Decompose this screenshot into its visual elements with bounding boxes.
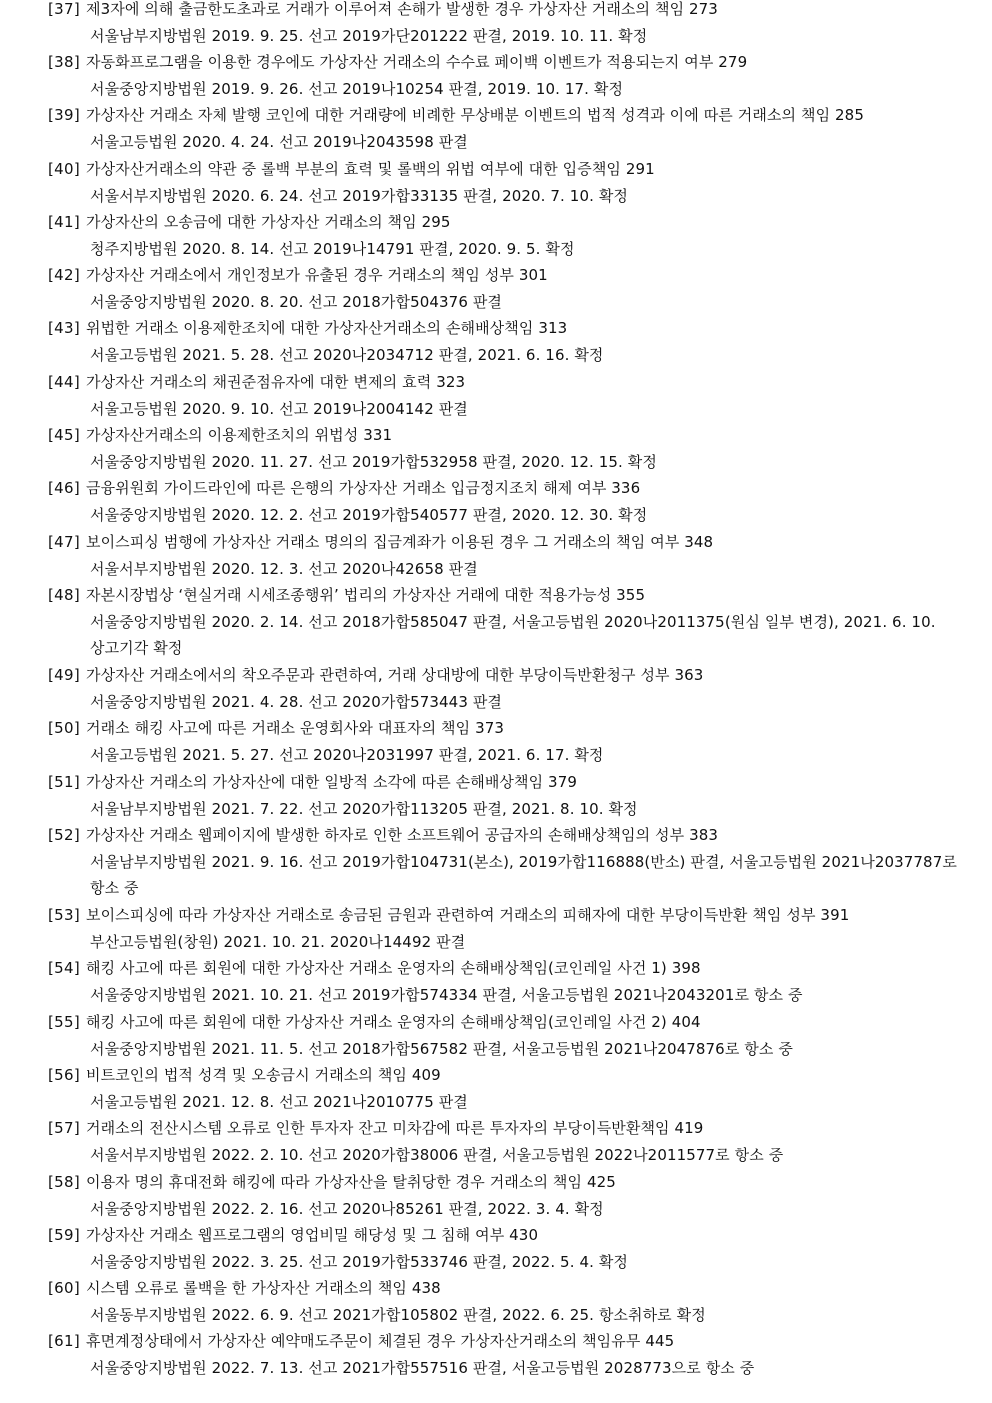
entry-citation: 서울고등법원 2020. 4. 24. 선고 2019나2043598 판결 xyxy=(90,132,468,151)
entry-title: 휴면계정상태에서 가상자산 예약매도주문이 체결된 경우 가상자산거래소의 책임유무 445 xyxy=(86,1332,675,1350)
entry-title: 시스템 오류로 롤백을 한 가상자산 거래소의 책임 438 xyxy=(86,1279,441,1297)
entry-title-line xyxy=(48,1062,958,1089)
toc-entry-42 xyxy=(48,262,958,315)
toc-entry-53 xyxy=(48,902,958,955)
entry-title: 거래소 해킹 사고에 따른 거래소 운영회사와 대표자의 책임 373 xyxy=(86,719,505,737)
entry-title: 가상자산 거래소의 채권준점유자에 대한 변제의 효력 323 xyxy=(86,373,466,391)
entry-citation: 서울고등법원 2021. 5. 28. 선고 2020나2034712 판결, 2021. 6. 16. 확정 xyxy=(90,345,604,364)
toc-entry-61 xyxy=(48,1328,958,1381)
entry-title: 해킹 사고에 따른 회원에 대한 가상자산 거래소 운영자의 손해배상책임(코인레일 사건 2) 404 xyxy=(86,1013,701,1031)
entry-title-line xyxy=(48,715,958,742)
toc-entry-47 xyxy=(48,529,958,582)
entry-citation: 서울서부지방법원 2020. 6. 24. 선고 2019가합33135 판결, 2020. 7. 10. 확정 xyxy=(90,186,628,205)
toc-entry-52 xyxy=(48,822,958,902)
toc-entry-54 xyxy=(48,955,958,1008)
entry-number: [37] xyxy=(48,0,80,18)
entry-number: [56] xyxy=(48,1066,80,1084)
entry-citation: 서울중앙지방법원 2022. 7. 13. 선고 2021가합557516 판결, 서울고등법원 2028773으로 항소 중 xyxy=(90,1358,755,1377)
entry-title-line xyxy=(48,0,958,23)
entry-citation: 청주지방법원 2020. 8. 14. 선고 2019나14791 판결, 2020. 9. 5. 확정 xyxy=(90,239,575,258)
toc-entry-45 xyxy=(48,422,958,475)
entry-title-line xyxy=(48,529,958,556)
entry-title-line xyxy=(48,262,958,289)
entry-number: [49] xyxy=(48,666,80,684)
entry-number: [39] xyxy=(48,106,80,124)
entry-title: 보이스피싱 범행에 가상자산 거래소 명의의 집금계좌가 이용된 경우 그 거래소의 책임 여부 348 xyxy=(86,533,714,551)
entry-citation: 서울동부지방법원 2022. 6. 9. 선고 2021가합105802 판결, 2022. 6. 25. 항소취하로 확정 xyxy=(90,1305,706,1324)
entry-title: 이용자 명의 휴대전화 해킹에 따라 가상자산을 탈취당한 경우 거래소의 책임 425 xyxy=(86,1173,616,1191)
entry-title-line xyxy=(48,1169,958,1196)
entry-number: [58] xyxy=(48,1173,80,1191)
entry-title-line xyxy=(48,582,958,609)
entry-number: [54] xyxy=(48,959,80,977)
entry-number: [43] xyxy=(48,319,80,337)
entry-title: 가상자산 거래소에서 개인정보가 유출된 경우 거래소의 책임 성부 301 xyxy=(86,266,548,284)
entry-citation: 서울중앙지방법원 2020. 12. 2. 선고 2019가합540577 판결, 2020. 12. 30. 확정 xyxy=(90,505,648,524)
entry-title: 보이스피싱에 따라 가상자산 거래소로 송금된 금원과 관련하여 거래소의 피해자에 대한 부당이득반환 책임 성부 391 xyxy=(86,906,850,924)
entry-title: 위법한 거래소 이용제한조치에 대한 가상자산거래소의 손해배상책임 313 xyxy=(86,319,568,337)
entry-title-line xyxy=(48,315,958,342)
entry-citation: 서울고등법원 2020. 9. 10. 선고 2019나2004142 판결 xyxy=(90,399,468,418)
entry-title: 자동화프로그램을 이용한 경우에도 가상자산 거래소의 수수료 페이백 이벤트가 적용되는지 여부 279 xyxy=(86,53,748,71)
entry-title-line xyxy=(48,1009,958,1036)
entry-title-line xyxy=(48,1115,958,1142)
entry-number: [50] xyxy=(48,719,80,737)
toc-entry-55 xyxy=(48,1009,958,1062)
entry-number: [47] xyxy=(48,533,80,551)
entry-number: [61] xyxy=(48,1332,80,1350)
toc-entry-37 xyxy=(48,0,958,49)
entry-number: [44] xyxy=(48,373,80,391)
entry-title: 거래소의 전산시스템 오류로 인한 투자자 잔고 미차감에 따른 투자자의 부당이득반환책임 419 xyxy=(86,1119,704,1137)
entry-title-line xyxy=(48,902,958,929)
entry-citation: 서울중앙지방법원 2022. 2. 16. 선고 2020나85261 판결, 2022. 3. 4. 확정 xyxy=(90,1199,604,1218)
entry-citation: 서울남부지방법원 2019. 9. 25. 선고 2019가단201222 판결, 2019. 10. 11. 확정 xyxy=(90,26,648,45)
entry-citation: 서울중앙지방법원 2020. 2. 14. 선고 2018가합585047 판결, 서울고등법원 2020나2011375(원심 일부 변경), 2021. 6. 10. 상고기각 확정 xyxy=(90,612,936,658)
entry-citation: 서울서부지방법원 2022. 2. 10. 선고 2020가합38006 판결, 서울고등법원 2022나2011577로 항소 중 xyxy=(90,1145,784,1164)
entry-citation: 서울고등법원 2021. 5. 27. 선고 2020나2031997 판결, 2021. 6. 17. 확정 xyxy=(90,745,604,764)
entry-title: 가상자산 거래소 자체 발행 코인에 대한 거래량에 비례한 무상배분 이벤트의 법적 성격과 이에 따른 거래소의 책임 285 xyxy=(86,106,864,124)
entry-citation: 서울중앙지방법원 2021. 10. 21. 선고 2019가합574334 판결, 서울고등법원 2021나2043201로 항소 중 xyxy=(90,985,803,1004)
toc-entry-44 xyxy=(48,369,958,422)
entry-citation: 서울중앙지방법원 2020. 11. 27. 선고 2019가합532958 판결, 2020. 12. 15. 확정 xyxy=(90,452,657,471)
entry-title-line xyxy=(48,209,958,236)
entry-citation: 서울중앙지방법원 2020. 8. 20. 선고 2018가합504376 판결 xyxy=(90,292,503,311)
entry-title-line xyxy=(48,955,958,982)
entry-title-line xyxy=(48,1222,958,1249)
toc-entry-60 xyxy=(48,1275,958,1328)
entry-title: 가상자산거래소의 이용제한조치의 위법성 331 xyxy=(86,426,393,444)
entry-title-line xyxy=(48,475,958,502)
entry-number: [53] xyxy=(48,906,80,924)
toc-entry-46 xyxy=(48,475,958,528)
entry-citation: 서울서부지방법원 2020. 12. 3. 선고 2020나42658 판결 xyxy=(90,559,478,578)
entry-number: [45] xyxy=(48,426,80,444)
entry-citation: 서울남부지방법원 2021. 9. 16. 선고 2019가합104731(본소), 2019가합116888(반소) 판결, 서울고등법원 2021나2037787로 항소 중 xyxy=(90,852,957,898)
entry-title: 자본시장법상 ‘현실거래 시세조종행위’ 법리의 가상자산 거래에 대한 적용가능성 355 xyxy=(86,586,646,604)
entry-title: 비트코인의 법적 성격 및 오송금시 거래소의 책임 409 xyxy=(86,1066,441,1084)
entry-number: [41] xyxy=(48,213,80,231)
entry-title: 가상자산 거래소 웹프로그램의 영업비밀 해당성 및 그 침해 여부 430 xyxy=(86,1226,539,1244)
entry-title: 가상자산거래소의 약관 중 롤백 부분의 효력 및 롤백의 위법 여부에 대한 입증책임 291 xyxy=(86,160,655,178)
entry-title-line xyxy=(48,49,958,76)
entry-title: 가상자산 거래소의 가상자산에 대한 일방적 소각에 따른 손해배상책임 379 xyxy=(86,773,577,791)
entry-title-line xyxy=(48,1328,958,1355)
entry-citation: 서울중앙지방법원 2021. 11. 5. 선고 2018가합567582 판결, 서울고등법원 2021나2047876로 항소 중 xyxy=(90,1039,793,1058)
entry-number: [46] xyxy=(48,479,80,497)
entry-number: [59] xyxy=(48,1226,80,1244)
entry-number: [38] xyxy=(48,53,80,71)
entry-number: [40] xyxy=(48,160,80,178)
toc-entry-38 xyxy=(48,49,958,102)
entry-citation: 서울남부지방법원 2021. 7. 22. 선고 2020가합113205 판결, 2021. 8. 10. 확정 xyxy=(90,799,638,818)
entry-number: [48] xyxy=(48,586,80,604)
toc-entry-50 xyxy=(48,715,958,768)
entry-citation: 서울고등법원 2021. 12. 8. 선고 2021나2010775 판결 xyxy=(90,1092,468,1111)
entry-title-line xyxy=(48,662,958,689)
toc-entry-39 xyxy=(48,102,958,155)
entry-number: [55] xyxy=(48,1013,80,1031)
entry-title: 제3자에 의해 출금한도초과로 거래가 이루어져 손해가 발생한 경우 가상자산 거래소의 책임 273 xyxy=(86,0,718,18)
toc-entry-59 xyxy=(48,1222,958,1275)
entry-title-line xyxy=(48,102,958,129)
entry-citation: 서울중앙지방법원 2019. 9. 26. 선고 2019나10254 판결, 2019. 10. 17. 확정 xyxy=(90,79,624,98)
entry-title: 해킹 사고에 따른 회원에 대한 가상자산 거래소 운영자의 손해배상책임(코인레일 사건 1) 398 xyxy=(86,959,701,977)
entry-title-line xyxy=(48,422,958,449)
entry-citation: 부산고등법원(창원) 2021. 10. 21. 2020나14492 판결 xyxy=(90,932,466,951)
toc-entry-48 xyxy=(48,582,958,662)
toc-entry-43 xyxy=(48,315,958,368)
toc-entry-56 xyxy=(48,1062,958,1115)
entry-number: [60] xyxy=(48,1279,80,1297)
toc-entry-40 xyxy=(48,156,958,209)
entry-title-line xyxy=(48,769,958,796)
entry-number: [57] xyxy=(48,1119,80,1137)
toc-entry-49 xyxy=(48,662,958,715)
entry-title: 가상자산의 오송금에 대한 가상자산 거래소의 책임 295 xyxy=(86,213,451,231)
entry-title-line xyxy=(48,156,958,183)
entry-title: 금융위원회 가이드라인에 따른 은행의 가상자산 거래소 입금정지조치 해제 여부 336 xyxy=(86,479,641,497)
entry-number: [51] xyxy=(48,773,80,791)
toc-entry-41 xyxy=(48,209,958,262)
entry-number: [52] xyxy=(48,826,80,844)
entry-title-line xyxy=(48,822,958,849)
entry-citation: 서울중앙지방법원 2021. 4. 28. 선고 2020가합573443 판결 xyxy=(90,692,503,711)
toc-entry-58 xyxy=(48,1169,958,1222)
entry-number: [42] xyxy=(48,266,80,284)
entry-title: 가상자산 거래소에서의 착오주문과 관련하여, 거래 상대방에 대한 부당이득반환청구 성부 363 xyxy=(86,666,704,684)
toc-entry-57 xyxy=(48,1115,958,1168)
entry-title-line xyxy=(48,369,958,396)
entry-title: 가상자산 거래소 웹페이지에 발생한 하자로 인한 소프트웨어 공급자의 손해배상책임의 성부 383 xyxy=(86,826,719,844)
entry-title-line xyxy=(48,1275,958,1302)
entry-citation: 서울중앙지방법원 2022. 3. 25. 선고 2019가합533746 판결, 2022. 5. 4. 확정 xyxy=(90,1252,628,1271)
toc-entry-51 xyxy=(48,769,958,822)
